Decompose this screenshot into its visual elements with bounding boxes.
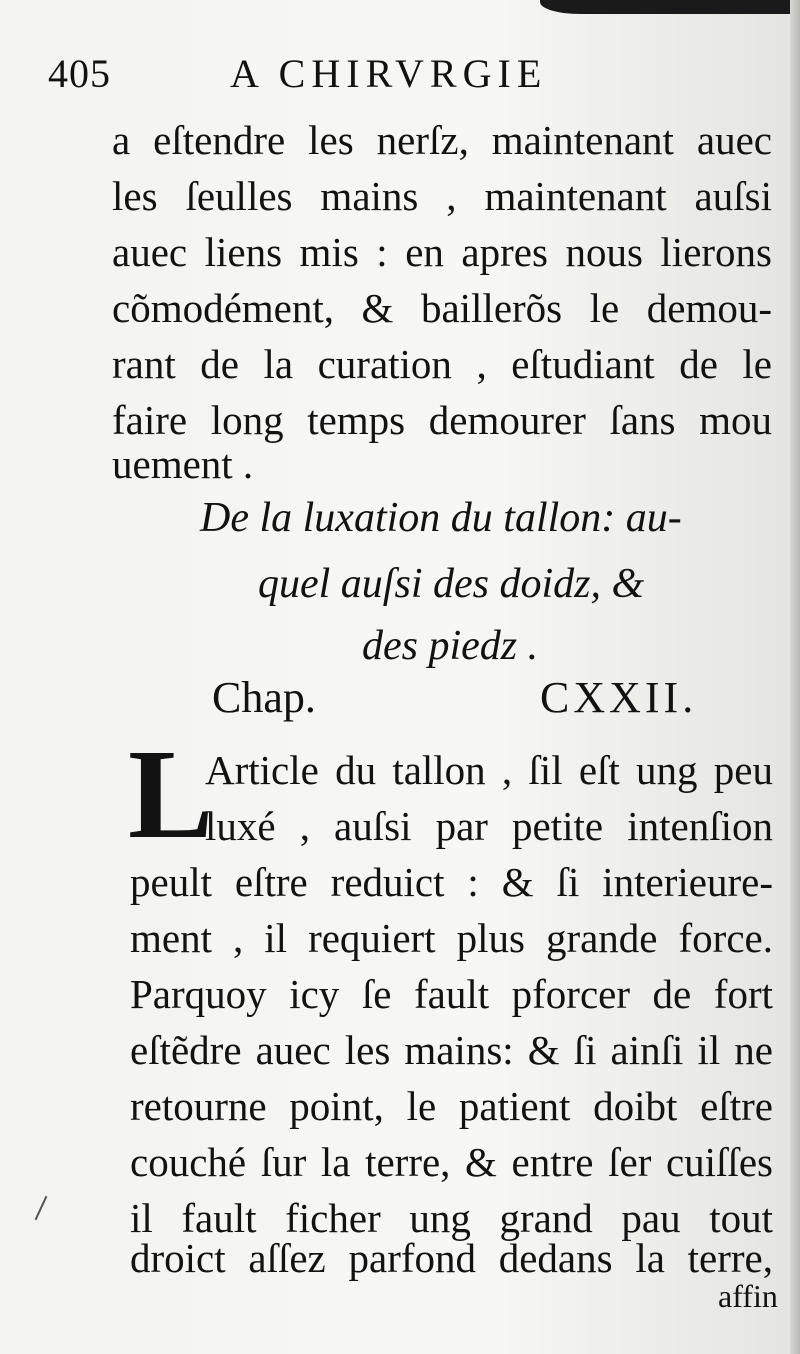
- text-line: droict aſſez parfond dedans la terre,: [130, 1235, 773, 1281]
- chapter-heading-line: des piedz .: [362, 623, 539, 669]
- text-line: luxé , auſsi par petite intenſion: [205, 803, 773, 849]
- text-line: ment , il requiert plus grande force.: [130, 915, 773, 961]
- text-line: auec liens mis : en apres nous lierons: [112, 229, 772, 275]
- text-line: couché ſur la terre, & entre ſer cuiſſes: [130, 1139, 773, 1185]
- text-line: a eſtendre les nerſz, maintenant auec: [112, 117, 772, 163]
- chapter-label: Chap.: [212, 673, 316, 722]
- text-line: faire long temps demourer ſans mou: [112, 397, 772, 443]
- page-number: 405: [48, 51, 111, 96]
- text-line: retourne point, le patient doibt eſtre: [130, 1083, 773, 1129]
- drop-capital: L: [128, 723, 214, 865]
- running-title: A CHIRVRGIE: [230, 51, 548, 96]
- text-line: peult eſtre reduict : & ſi interieure-: [130, 859, 773, 905]
- chapter-heading-line: quel auſsi des doidz, &: [258, 561, 645, 607]
- text-line: Article du tallon , ſil eſt ung peu: [205, 747, 773, 793]
- running-head: [48, 50, 748, 102]
- text-line: uement .: [112, 441, 254, 487]
- text-line: les ſeulles mains , maintenant auſsi: [112, 173, 772, 219]
- catchword: affin: [718, 1278, 778, 1314]
- ink-mark: [35, 1196, 48, 1220]
- chapter-heading-line: De la luxation du tallon: au-: [200, 495, 682, 541]
- text-line: il fault ficher ung grand pau tout: [130, 1195, 773, 1241]
- text-line: cõmodément, & baillerõs le demou-: [112, 285, 772, 331]
- page-shadow-edge: [540, 0, 800, 14]
- text-line: rant de la curation , eſtudiant de le: [112, 341, 772, 387]
- chapter-number: CXXII.: [540, 673, 698, 722]
- page-right-edge: [790, 0, 800, 1354]
- text-line: eſtẽdre auec les mains: & ſi ainſi il ne: [130, 1027, 773, 1073]
- text-line: Parquoy icy ſe fault pforcer de fort: [130, 971, 773, 1017]
